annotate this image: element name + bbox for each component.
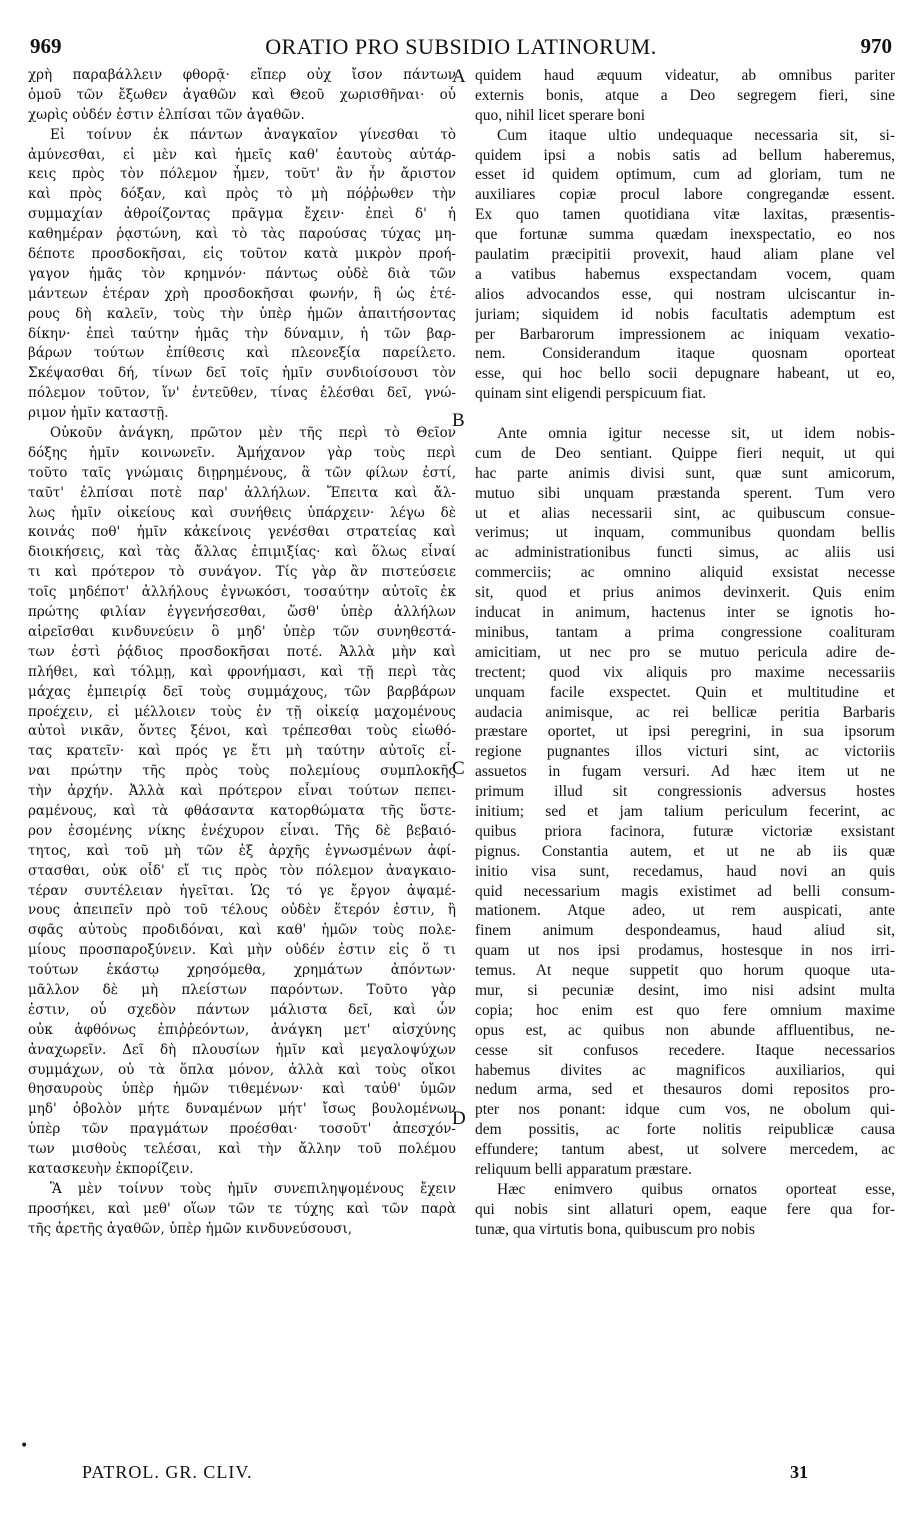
text-line: Ἃ μὲν τοίνυν τοὺς ἡμῖν συνεπιληψομένους ἔχειν (50, 1180, 456, 1197)
margin-dot: • (20, 1438, 29, 1454)
text-line: των ἐστὶ ῥᾴδιος προσδοκῆσαι ποτέ. Ἀλλὰ μὴν καὶ (28, 643, 456, 660)
text-line: τῆς ἀρετῆς ἀγαθῶν, ὑπὲρ ἡμῶν κινδυνεύσουσι, (28, 1220, 353, 1237)
text-line: αὐτοὶ νικᾶν, ὄντες ξένοι, καὶ τρέπεσθαι τοὺς εἰωθό- (28, 723, 456, 740)
text-line: opus est, ac quibus non abunde affluentibus, ne- (475, 1021, 895, 1039)
page-number-left: 969 (30, 34, 62, 58)
text-line: quidem haud æquum videatur, ab omnibus pariter (475, 67, 895, 84)
text-line: pignus. Constantia autem, et ut ne ab iis quæ (475, 842, 895, 860)
text-line: trectent; quod vix aliquis pro maxime necessariis (475, 663, 895, 681)
text-line: Εἰ τοίνυν ἐκ πάντων ἀναγκαῖον γίνεσθαι τὸ (50, 126, 456, 143)
text-line: quidem ipsi a nobis satis ad bellum haberemus, (475, 146, 895, 164)
text-line: esset id quidem optimum, cum ad gloriam, tum ne (475, 166, 895, 184)
text-line: temus. At neque suppetit quo horum quoque uta- (475, 962, 895, 980)
text-line: paulatim præcipitii provexit, haud aliam plane vel (475, 246, 895, 264)
text-line: copia; hoc enim est quo fere omnium maxime (475, 1001, 895, 1019)
text-line: προσήκει, καὶ μεθ' οἵων τῶν τε τύχης καὶ τῶν παρὰ (28, 1200, 456, 1217)
text-line: ac administrationibus functi simus, ac aliis usi (475, 544, 895, 562)
text-line: Cum itaque ultio undequaque necessaria sit, si- (497, 126, 895, 144)
text-line: pter nos ponant: idque cum vos, ne obolum qui- (475, 1101, 895, 1119)
text-line: κεις πρὸς τὸν πόλεμον ἦμεν, τοῦτ' ἂν ἦν ἄριστον (28, 166, 456, 183)
text-line: πλήθει, καὶ τόλμῃ, καὶ φρονήμασι, καὶ τῇ περὶ τὰς (28, 663, 456, 680)
text-line: ναι πρώτην τῆς πρὸς τοὺς πολεμίους συμπλοκῆς (28, 763, 456, 780)
text-line: externis bonis, atque a Deo segregem fieri, sine (475, 86, 895, 104)
text-line: ὑπὲρ τῶν πραγμάτων προέσθαι· τοσοῦτ' ἀπεσχόν- (28, 1121, 456, 1138)
text-line: ραμένους, καὶ τὰ φθάσαντα κατορθώματα τῆς ὕστε- (28, 802, 456, 819)
text-line: minibus, tantam a prima congressione coalituram (475, 623, 895, 641)
text-line: Οὐκοῦν ἀνάγκη, πρῶτον μὲν τῆς περὶ τὸ Θεῖον (50, 425, 456, 442)
text-line: per Barbarorum impressionem ac iniquam vexatio- (475, 325, 895, 343)
text-line: unquam facile exspectet. Quin et multitudine et (475, 683, 895, 701)
text-line: quid necessarium magis existimet ad belli consum- (475, 882, 895, 900)
text-line: regione pugnantes illos victuri sint, ac victoriis (475, 743, 895, 761)
text-line: πρώτης φιλίαν ἐγγενήσεσθαι, ὥσθ' ὑπὲρ ἀλλήλων (28, 604, 456, 621)
text-line: μάντεων ἑτέραν χρὴ προσδοκῆσαι φωνήν, ἢ ὡς ἑτέ- (28, 285, 456, 302)
text-line: cum de Deo sentiant. Quippe fieri nequit, ut qui (475, 444, 895, 462)
text-line: κατασκευὴν ἐκπορίζειν. (28, 1160, 194, 1177)
text-line: ἀναχωρεῖν. Δεῖ δὴ πλουσίων ἡμῖν καὶ μεγαλοψύχων (28, 1041, 456, 1058)
text-line: ἐστιν, οὗ σχεδὸν πάντων μάλιστα δεῖ, καὶ ὧν (28, 1001, 456, 1018)
text-line: quo, nihil licet sperare boni (475, 106, 646, 124)
text-line: quibus priora facinora, futuræ victoriæ exsistant (475, 822, 895, 840)
text-line: δίκην· ἐπεὶ ταύτην ἡμᾶς τὴν δύναμιν, ἡ τῶν βαρ- (28, 325, 456, 342)
text-line: μηδ' ὀβολὸν μήτε δυναμένων μήτ' ἴσως βουλομένων (28, 1101, 456, 1118)
text-line: initium; sed et jam talium periculum fecerint, ac (475, 802, 895, 820)
text-line: juriam; siquidem id nobis facultatis ademptum est (475, 305, 895, 323)
text-line: μίους προσπαροξύνειν. Καὶ μὴν οὐδέν ἐστιν εἰς ὅ τι (28, 942, 456, 959)
text-line: habemus divites ac magnificos auxiliarios, qui (475, 1061, 895, 1079)
section-marker-c: C (452, 758, 465, 779)
text-line: præstare oportet, ut ipsi peregrini, in sua ipsorum (475, 723, 895, 741)
text-line: que fortunæ summa quædam inexspectatio, eo nos (475, 226, 895, 244)
text-line: initio visa sunt, recedamus, haud novi an quis (475, 862, 895, 880)
text-line: καθημέραν ῥᾳστώνη, καὶ τὸ τὰς παρούσας τύχας μη- (28, 226, 456, 243)
text-line: Ante omnia igitur necesse sit, ut idem nobis- (497, 425, 895, 443)
text-line: σφᾶς αὐτοὺς προδιδόναι, καὶ καθ' ἡμῶν τοὺς πολε- (28, 922, 456, 939)
text-line: ριμον ἡμῖν καταστῇ. (28, 405, 169, 422)
text-line: τούτων ἑκάστῳ χρησόμεθα, χρημάτων ἀπόντων· (28, 962, 456, 979)
text-line: χρὴ παραβάλλειν φθορᾷ· εἴπερ οὐχ ἴσον πάντων (28, 67, 456, 83)
text-line: θησαυροὺς ὑπὲρ ἡμῶν τιθεμένων· καὶ ταὐθ' ὑμῶν (28, 1081, 456, 1098)
text-line: αἱρεῖσθαι κινδυνεύειν ὃ μηδ' ὑπὲρ τῶν συνηθεστά- (28, 623, 456, 640)
text-line: μᾶλλον δὲ μὴ πλείστων παρόντων. Τοῦτο γὰρ (28, 981, 456, 998)
text-line: κοινάς ποθ' ἡμῖν κἀκείνοις γενέσθαι στρατείας καὶ (28, 524, 456, 541)
text-line: qui nobis sint allaturi opem, eaque fere qua for- (475, 1200, 895, 1218)
text-line: τέραν συντέλειαν ἡγεῖται. Ὡς τό γε ἔργον ἀψαμέ- (28, 882, 456, 899)
text-line: τὴν ἀρχήν. Ἀλλὰ καὶ πρότερον εἶναι τούτων πεπει- (28, 783, 456, 800)
text-line: tunæ, qua virtutis bona, quibuscum pro nobis (475, 1220, 755, 1238)
text-line: συμμαχίαν ἀθροίζοντας πρᾶγμα ἔχειν· ἐπεὶ δ' ἡ (28, 206, 456, 223)
text-line: alios advocandos esse, qui nostram ulciscantur in- (475, 285, 895, 303)
text-line: τητος, καὶ τοῦ μὴ τῶν ἐξ ἀρχῆς ἐγνωσμένων ἀφί- (28, 842, 456, 859)
text-line: cesse sit confusos recedere. Itaque necessarios (475, 1041, 895, 1059)
text-line: audacia animisque, ac rei bellicæ peritia Barbaris (475, 703, 895, 721)
footer-signature: 31 (790, 1462, 808, 1482)
text-line: ταῦτ' ἐλπίσαι ποτὲ παρ' ἀλλήλων. Ἔπειτα καὶ ἄλ- (28, 484, 456, 501)
text-line: συμμάχων, οὐ τὰ ὅπλα μόνον, ἀλλὰ καὶ τοὺς οἴκοι (28, 1061, 456, 1078)
text-line: βάρων τούτων ἐπίθεσις καὶ πλεονεξία παρείλετο. (28, 345, 456, 362)
text-line: γαγον ἡμᾶς τὸν κρημνόν· πάντως οὐδὲ διὰ τῶν (28, 265, 456, 282)
text-line: ut et alias necessarii sint, ac quibuscum consue- (475, 504, 895, 522)
text-line: δέποτε προσδοκῆσαι, εἰς τοῦτον κατὰ μικρὸν προή- (28, 246, 456, 263)
text-line: ἀμύνεσθαι, εἰ μὲν καὶ ἡμεῖς καθ' ἑαυτοὺς αὐτάρ- (28, 146, 456, 163)
text-line: διοικήσεις, καὶ τὰς ἄλλας ἐπιμιξίας· καὶ ὅλως εἶναί (28, 544, 456, 561)
page-header (30, 34, 892, 62)
text-line: Ex quo tamen quotidiana vitæ laxitas, præsentis- (475, 206, 895, 224)
section-marker-d: D (452, 1108, 466, 1129)
section-marker-a: A (452, 66, 466, 87)
text-line: πόλεμον τοῦτον, ἵν' ἐντεῦθεν, τίνας ἑλέσθαι δεῖ, γνώ- (28, 385, 456, 402)
text-line: mutuo sibi unquam præstanda sperent. Tum vero (475, 484, 895, 502)
text-line: στασθαι, οὐκ οἶδ' εἴ τις πρὸς τὸν πόλεμον ἀναγκαιο- (28, 862, 456, 879)
text-line: auxiliares copiæ procul labore congregandæ essent. (475, 186, 895, 204)
text-line: των μισθοὺς τελέσαι, καὶ τὴν ἄλλην τοῦ πολέμου (28, 1141, 456, 1158)
text-line: nedum arma, sed et thesauros domi repositos pro- (475, 1081, 895, 1099)
text-line: effundere; tantum abest, ut solvere mercedem, ac (475, 1141, 895, 1159)
text-line: τοῖς μηδέποτ' ἀλλήλους ἐγνωκόσι, τοσαύτην αὐτοῖς ἐκ (28, 584, 456, 601)
text-line: quinam sint eligendi perspicuum fiat. (475, 385, 707, 403)
text-line: τας κρατεῖν· καὶ πρός γε ἔτι μὴ ταύτην αὐτοῖς εἶ- (28, 743, 456, 760)
text-line: hac parte animis divisi sunt, quæ sunt amicorum, (475, 464, 895, 482)
footer-volume: PATROL. GR. CLIV. (82, 1462, 253, 1482)
greek-text-column (28, 66, 456, 1240)
text-line: μάχας ἐμπειρίᾳ δεῖ τοὺς συμμάχους, τῶν βαρβάρων (28, 683, 456, 700)
page-number-right: 970 (860, 34, 892, 58)
text-line: προέχειν, εἰ μέλλοιεν τοὺς ἐν τῇ οἰκείᾳ μαχομένους (28, 703, 456, 720)
text-line: χωρὶς οὐδέν ἐστιν ἐλπίσαι τῶν ἀγαθῶν. (28, 106, 305, 123)
section-marker-b: B (452, 410, 465, 431)
text-line: dem possitis, ac forte nolitis reipublicæ causa (475, 1121, 895, 1139)
text-line: ὁμοῦ τῶν ἔξωθεν ἀγαθῶν καὶ Θεοῦ χωρισθῆναι· οὗ (28, 86, 456, 103)
text-line: esse, qui hoc bello socii depugnare habeant, ut eo, (475, 365, 895, 383)
text-line: τοῦτο ταῖς γνώμαις διῃρημένους, ἃ τῶν φίλων ἐστί, (28, 464, 456, 481)
text-line: reliquum belli apparatum præstare. (475, 1160, 692, 1178)
text-line: καὶ πρὸς δόξαν, καὶ πρὸς τὸ μὴ πόῤῥωθεν τὴν (28, 186, 456, 203)
text-line: quam ut nos ipsi prodamus, hostesque in nos irri- (475, 942, 895, 960)
text-line: ρους δὴ καλεῖν, τοὺς τὴν ὑπὲρ ἡμῶν ἀπαιτήσοντας (28, 305, 456, 322)
text-line: inducat in animum, hactenus inter se ignotis ho- (475, 604, 895, 622)
text-line: primum illud sit congressionis adversus hostes (475, 783, 895, 801)
text-line: amicitiam, ut nec pro se mutuo pericula adire de- (475, 643, 895, 661)
text-line: assuetos in fugam versuri. Ad hæc item ut ne (475, 763, 895, 781)
text-line: δόξης ἡμῖν κοινωνεῖν. Ἀμήχανον γὰρ τοὺς περὶ (28, 444, 456, 461)
text-line: Σκέψασθαι δή, τίνων δεῖ τοῖς ἡμῖν συνδιοίσουσι τὸν (28, 365, 456, 382)
text-line: sit, quod et prius animos devinxerit. Quis enim (475, 584, 895, 602)
latin-text-column (475, 66, 895, 1240)
text-line: mationem. Atque adeo, ut rem auspicati, ante (475, 902, 895, 920)
text-line: Hæc enimvero quibus ornatos oporteat esse, (497, 1180, 895, 1198)
text-line: ρον ἐσομένης νίκης ἐνέχυρον εἶναι. Τῆς δὲ βεβαιό- (28, 822, 456, 839)
text-line: νους ἀπειπεῖν πρὸ τοῦ τέλους οὐδὲν ἕτερόν ἐστιν, ἢ (28, 902, 456, 919)
text-line: commerciis; ac omnino aliquid exsistat necesse (475, 564, 895, 582)
text-line: λως ἡμῖν οἰκείους καὶ συνήθεις ὑπάρχειν· λέγω δὲ (28, 504, 456, 521)
text-line (475, 404, 895, 424)
text-line: verimus; ut inquam, communibus quondam bellis (475, 524, 895, 542)
text-line: mur, si pecuniæ desint, imo nisi adsint multa (475, 981, 895, 999)
text-line: finem animum despondeamus, haud aliud sit, (475, 922, 895, 940)
text-line: a vatibus habemus exspectandam vocem, quam (475, 265, 895, 283)
text-line: τι καὶ πρότερον τὸ συνάγον. Τίς γὰρ ἂν πιστεύσειε (28, 564, 456, 581)
text-line: nem. Considerandum itaque quosnam oporteat (475, 345, 895, 363)
running-title: ORATIO PRO SUBSIDIO LATINORUM. (265, 34, 657, 59)
text-line: οὐκ ἀφθόνως ἐπιῤῥεόντων, ἀνάγκη μετ' αἰσχύνης (28, 1021, 456, 1038)
